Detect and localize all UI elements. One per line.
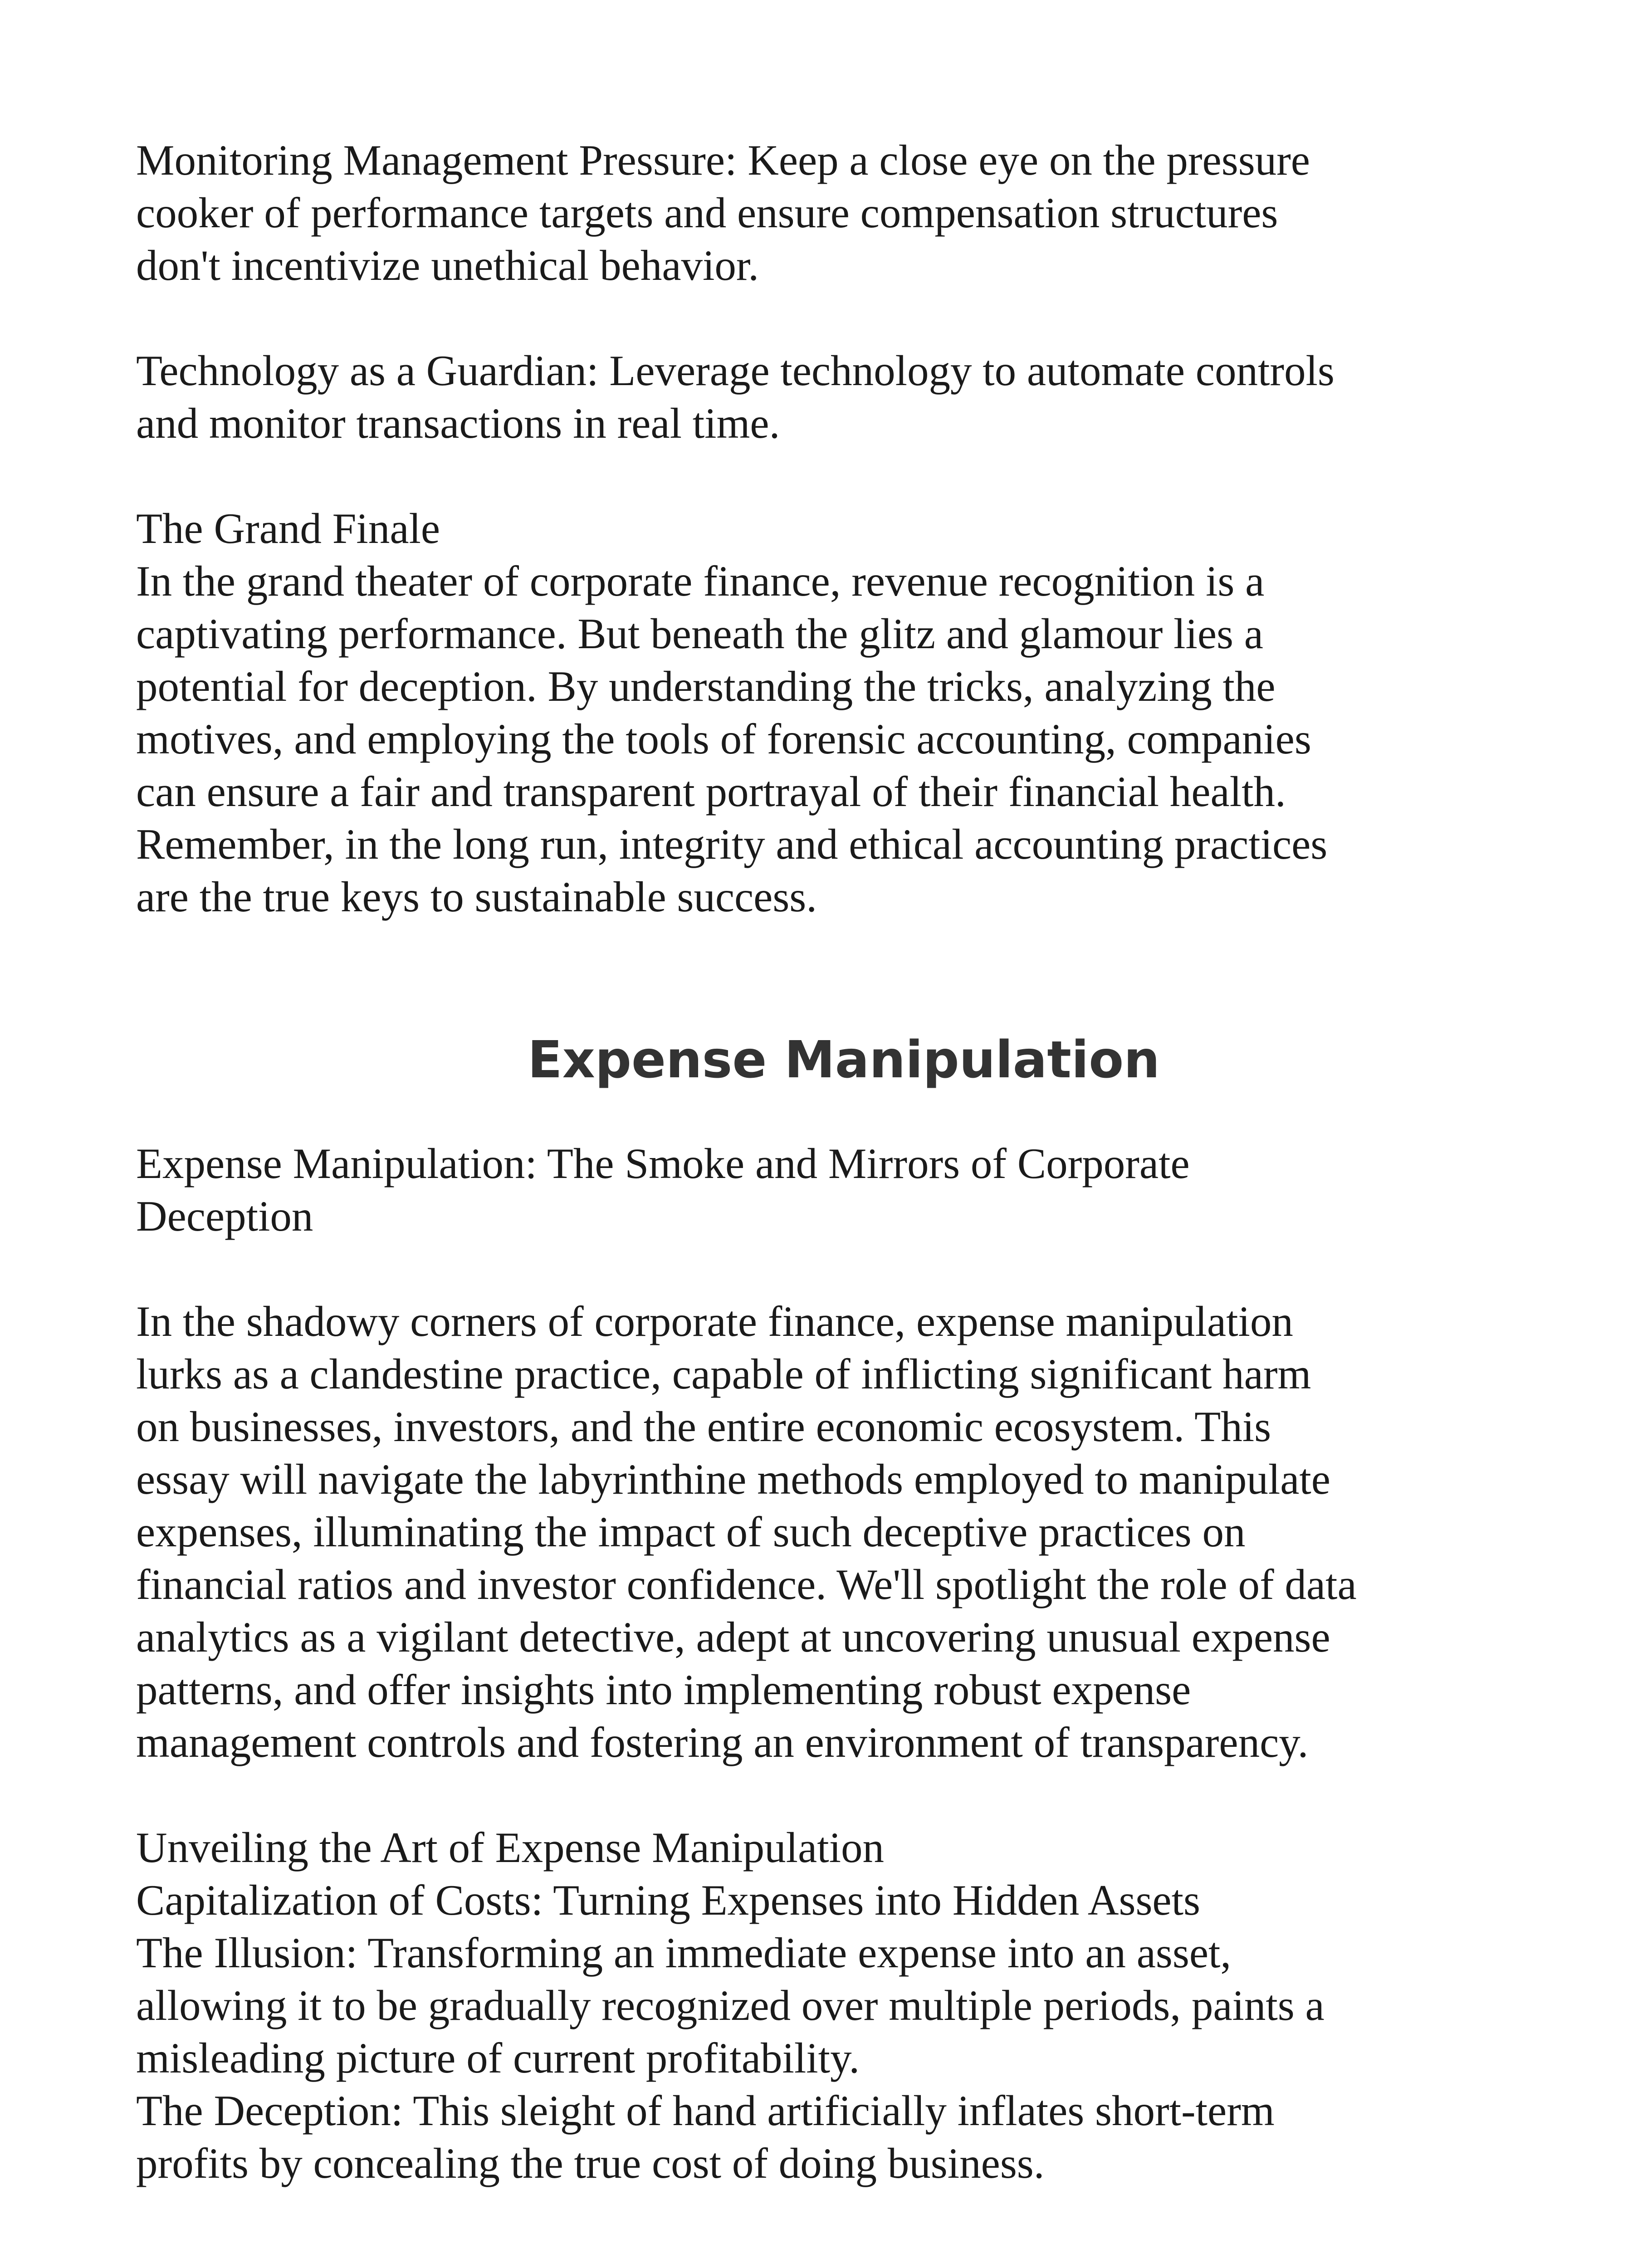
- paragraph-spacer: [136, 1242, 1497, 1295]
- paragraph-spacer: [136, 450, 1497, 502]
- paragraph-grand-finale: The Grand Finale In the grand theater of corporate finance, revenue recognition is a captivating performance. But beneath the glitz and glamour lies a potential for deception. By understanding the tricks, analyzing the motives, and employing the tools of forensic accounting, companies can ensure a fair and transparent portrayal of their financial health. Remember, in the long run, integrity and ethical accounting practices are the true keys to sustainable success.: [136, 504, 1328, 921]
- paragraph-spacer: [136, 1769, 1497, 1821]
- paragraph-subtitle: Expense Manipulation: The Smoke and Mirrors of Corporate Deception: [136, 1139, 1190, 1240]
- paragraph-technology-guardian: Technology as a Guardian: Leverage technology to automate controls and monitor transactions in real time.: [136, 347, 1335, 447]
- page-content: [136, 134, 1497, 2190]
- paragraph-spacer: [136, 292, 1497, 344]
- section-spacer: [136, 923, 1497, 1028]
- paragraph-management-pressure: Monitoring Management Pressure: Keep a close eye on the pressure cooker of performance targets and ensure compensation structures don't incentivize unethical behavior.: [136, 136, 1310, 289]
- section-heading: Expense Manipulation: [528, 1031, 1160, 1090]
- paragraph-capitalization: Unveiling the Art of Expense Manipulation Capitalization of Costs: Turning Expenses into Hidden Assets The Illusion: Transforming an immediate expense into an asset, allowing it to be gradually recognized over multiple periods, paints a misleading picture of current profitability. The Deception: This sleight of hand artificially inflates short-term profits by concealing the true cost of doing business.: [136, 1823, 1325, 2187]
- paragraph-introduction: In the shadowy corners of corporate finance, expense manipulation lurks as a clandestine practice, capable of inflicting significant harm on businesses, investors, and the entire economic ecosystem. This essay will navigate the labyrinthine methods employed to manipulate expenses, illuminating the impact of such deceptive practices on financial ratios and investor confidence. We'll spotlight the role of data analytics as a vigilant detective, adept at uncovering unusual expense patterns, and offer insights into implementing robust expense management controls and fostering an environment of transparency.: [136, 1297, 1357, 1766]
- paragraph-spacer: [136, 1092, 1497, 1137]
